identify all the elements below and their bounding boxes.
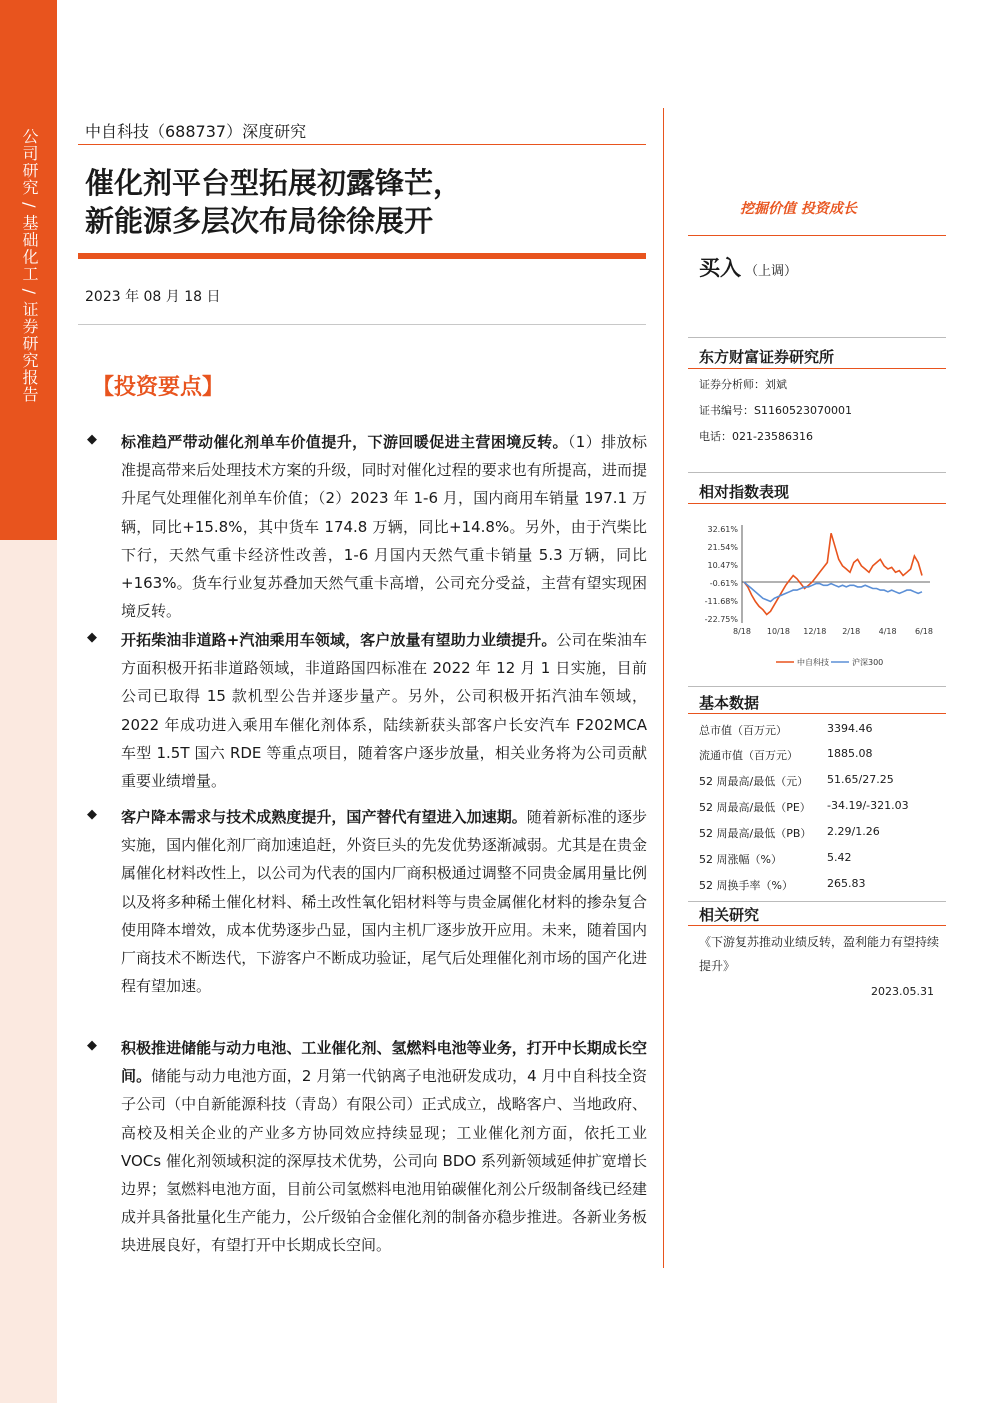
- diamond-bullet-icon: ◆: [87, 630, 97, 645]
- report-date: 2023 年 08 月 18 日: [85, 289, 221, 305]
- table-cell-label: 52 周涨幅（%）: [699, 853, 782, 866]
- sidebar-category-label: 公司研究 / 基础化工 / 证券研究报告: [20, 128, 39, 404]
- right-divider: [688, 503, 946, 504]
- analyst-name: 证券分析师：刘斌: [699, 378, 787, 391]
- y-tick-label: 10.47%: [707, 561, 738, 570]
- x-tick-label: 8/18: [733, 627, 751, 636]
- institution-name: 东方财富证券研究所: [699, 348, 835, 366]
- table-cell-value: 265.83: [827, 877, 866, 890]
- rating-value: 买入: [699, 256, 741, 280]
- related-report-title[interactable]: 《下游复苏推动业绩反转，盈利能力有望持续提升》: [699, 935, 940, 973]
- y-tick-label: -22.75%: [704, 615, 738, 624]
- right-divider: [688, 368, 946, 369]
- bullet-heading: 开拓柴油非道路+汽油乘用车领域，客户放量有望助力业绩提升。: [121, 631, 557, 649]
- header-divider: [78, 144, 646, 145]
- x-tick-label: 10/18: [766, 627, 790, 636]
- bullet-heading: 积极推进储能与动力电池、工业催化剂、氢燃料电池等业务，打开中长期成长空间。: [121, 1039, 647, 1086]
- table-cell-label: 52 周最高/最低（元）: [699, 775, 809, 788]
- certificate-number: 证书编号：S1160523070001: [699, 404, 852, 417]
- table-cell-label: 52 周最高/最低（PB）: [699, 827, 812, 840]
- bullet-paragraph: [121, 803, 647, 1000]
- related-research-title: 相关研究: [699, 906, 760, 924]
- bullet-body: （1）排放标准提高带来后处理技术方案的升级，同时对催化过程的要求也有所提高，进而提升尾气处理催化剂单车价值；（2）2023 年 1-6 月，国内商用车销量 197.1 万辆，同比+15.8%，其中货车 174.8 万辆，同比+14.8%。另外，由于汽柴比下行，天然气重卡经济性改善，1-6 月国内天然气重卡销量 5.3 万辆，同比+163%。货车行业复苏叠加天然气重卡高增，公司充分受益，主营有望实现困境反转。: [121, 433, 647, 621]
- right-divider: [688, 901, 946, 902]
- legend-label-csi300: 沪深300: [852, 658, 884, 667]
- rating-note: （上调）: [745, 264, 798, 279]
- title-underline: [78, 253, 646, 259]
- diamond-bullet-icon: ◆: [87, 432, 97, 447]
- table-cell-value: 2.29/1.26: [827, 825, 880, 838]
- bullet-heading: 客户降本需求与技术成熟度提升，国产替代有望进入加速期。: [121, 808, 527, 826]
- table-row: [699, 877, 949, 902]
- table-cell-value: 3394.46: [827, 722, 873, 735]
- right-divider: [688, 713, 946, 714]
- section-title: 【投资要点】: [92, 375, 225, 400]
- right-divider: [688, 472, 946, 473]
- legend: [776, 657, 883, 667]
- report-type: 中自科技（688737）深度研究: [85, 122, 307, 141]
- diamond-bullet-icon: ◆: [87, 807, 97, 822]
- title-line-2: 新能源多层次布局徐徐展开: [85, 204, 434, 238]
- table-row: [699, 773, 949, 798]
- column-divider: [663, 108, 664, 1268]
- title-line-1: 催化剂平台型拓展初露锋芒，: [85, 166, 463, 200]
- table-cell-value: 51.65/27.25: [827, 773, 894, 786]
- table-row: [699, 722, 949, 747]
- phone-number: 电话：021-23586316: [699, 430, 813, 443]
- rating: [699, 252, 797, 282]
- bullet-heading: 标准趋严带动催化剂单车价值提升，下游回暖促进主营困境反转。: [121, 433, 568, 451]
- table-cell-value: 5.42: [827, 851, 852, 864]
- x-tick-label: 6/18: [915, 627, 933, 636]
- table-row: [699, 747, 949, 772]
- related-report-date: 2023.05.31: [871, 985, 934, 998]
- slogan: 挖掘价值 投资成长: [740, 201, 857, 217]
- y-tick-label: 32.61%: [707, 525, 738, 534]
- list-item: [87, 428, 647, 625]
- bullet-paragraph: [121, 428, 647, 625]
- x-tick-label: 12/18: [803, 627, 827, 636]
- table-cell-label: 52 周最高/最低（PE）: [699, 801, 811, 814]
- relative-performance-chart: [690, 515, 946, 675]
- table-cell-value: -34.19/-321.03: [827, 799, 909, 812]
- date-divider: [78, 324, 646, 325]
- bullet-body: 储能与动力电池方面，2 月第一代钠离子电池研发成功，4 月中自科技全资子公司（中自新能源科技（青岛）有限公司）正式成立，战略客户、当地政府、高校及相关企业的产业多方协同效应持续显现；工业催化剂方面，依托工业 VOCs 催化剂领域积淀的深厚技术优势，公司向 BDO 系列新领域延伸扩宽增长边界；氢燃料电池方面，目前公司氢燃料电池用铂碳催化剂公斤级制备线已经建成并具备批量化生产能力，公斤级铂合金催化剂的制备亦稳步推进。各新业务板块进展良好，有望打开中长期成长空间。: [121, 1067, 647, 1255]
- bullet-body: 公司在柴油车方面积极开拓非道路领域，非道路国四标准在 2022 年 12 月 1 日实施，目前公司已取得 15 款机型公告并逐步量产。另外，公司积极开拓汽油车领域，2022 年成功进入乘用车催化剂体系，陆续新获头部客户长安汽车 F202MCA 车型 1.5T 国六 RDE 等重点项目，随着客户逐步放量，相关业务将为公司贡献重要业绩增量。: [121, 631, 647, 791]
- table-row: [699, 825, 949, 850]
- basic-data-title: 基本数据: [699, 694, 760, 712]
- bullet-body: 随着新标准的逐步实施，国内催化剂厂商加速追赶，外资巨头的先发优势逐渐减弱。尤其是在贵金属催化材料改性上，以公司为代表的国内厂商积极通过调整不同贵金属用量比例以及将多种稀土催化材料、稀土改性氧化铝材料等与贵金属催化材料的掺杂复合使用降本增效，成本优势逐步凸显，国内主机厂逐步放开应用。未来，随着国内厂商技术不断迭代，下游客户不断成功验证，尾气后处理催化剂市场的国产化进程有望加速。: [121, 808, 647, 996]
- diamond-bullet-icon: ◆: [87, 1038, 97, 1053]
- y-tick-label: -0.61%: [709, 579, 738, 588]
- performance-title: 相对指数表现: [699, 483, 790, 501]
- bullet-paragraph: [121, 1034, 647, 1260]
- list-item: [87, 1034, 647, 1260]
- right-divider: [688, 337, 946, 338]
- bullet-paragraph: [121, 626, 647, 795]
- x-tick-label: 4/18: [878, 627, 897, 636]
- right-divider: [688, 686, 946, 687]
- y-tick-label: 21.54%: [707, 543, 738, 552]
- legend-label-zhongzi: 中自科技: [797, 658, 829, 667]
- y-tick-label: -11.68%: [704, 597, 738, 606]
- table-cell-label: 总市值（百万元）: [699, 724, 787, 737]
- report-title: [85, 164, 462, 240]
- table-row: [699, 851, 949, 876]
- list-item: [87, 803, 647, 1000]
- series-line-csi300: [744, 582, 922, 602]
- table-cell-label: 流通市值（百万元）: [699, 749, 798, 762]
- table-cell-value: 1885.08: [827, 747, 873, 760]
- list-item: [87, 626, 647, 795]
- x-tick-label: 2/18: [842, 627, 861, 636]
- table-cell-label: 52 周换手率（%）: [699, 879, 793, 892]
- right-divider: [688, 235, 946, 236]
- right-divider: [688, 925, 946, 926]
- table-row: [699, 799, 949, 824]
